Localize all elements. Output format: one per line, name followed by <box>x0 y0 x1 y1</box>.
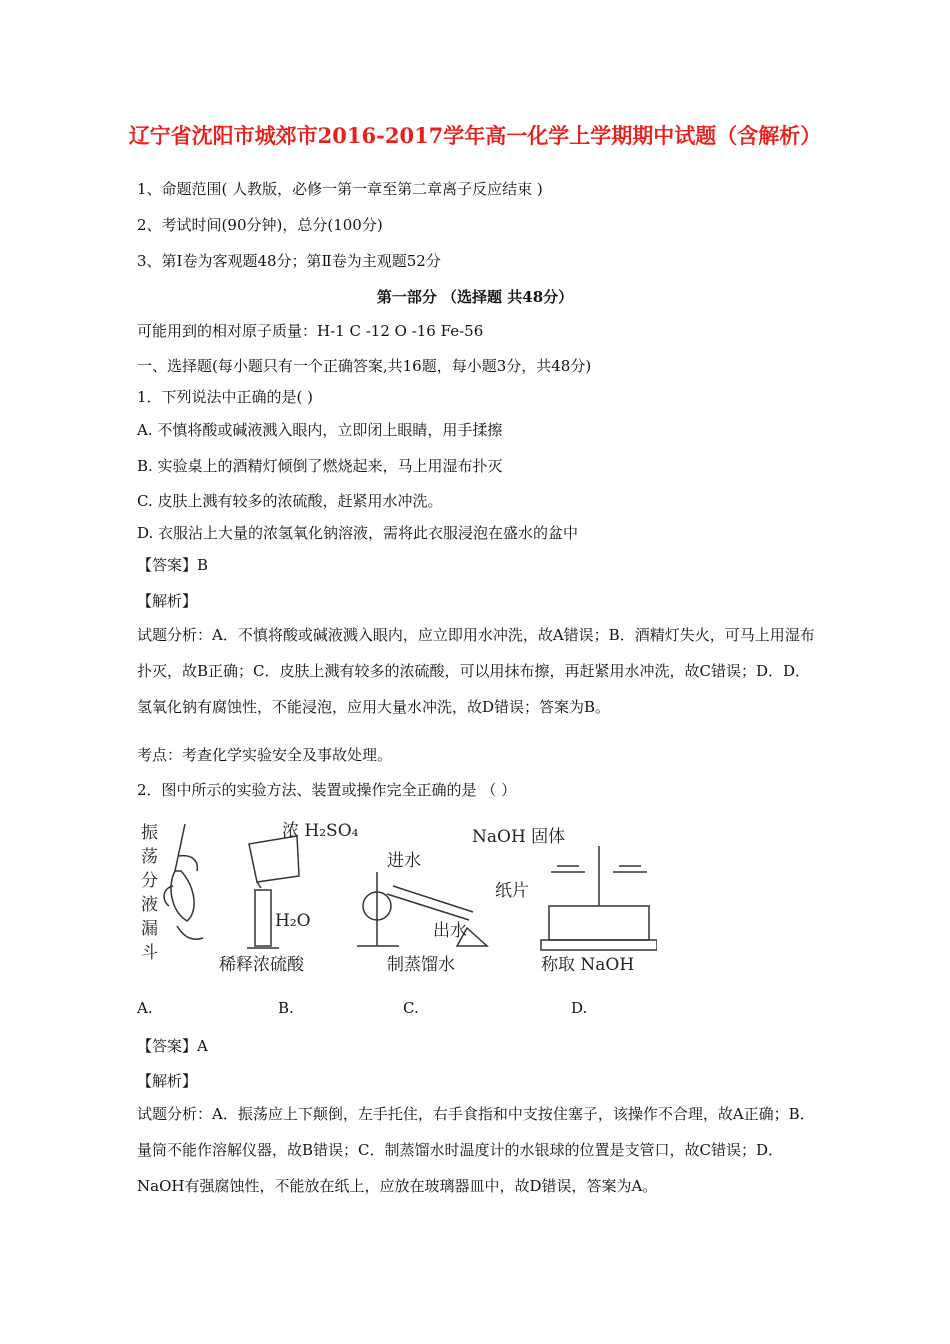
q2-analysis: 试题分析：A．振荡应上下颠倒，左手托住，右手食指和中支按住塞子，该操作不合理，故A正确；B．量筒不能作溶解仪器，故B错误；C．制蒸馏水时温度计的水银球的位置是支管口，故C错误；D．NaOH有强腐蚀性，不能放在纸上，应放在玻璃器皿中，故D错误，答案为A。 <box>137 1105 815 1195</box>
fig-d-caption: 称取 NaOH <box>541 955 635 975</box>
note-1: 1、命题范围( 人教版，必修一第一章至第二章离子反应结束 ) <box>137 180 543 198</box>
fig-c-caption: 制蒸馏水 <box>387 955 455 975</box>
q1-answer: 【答案】B <box>137 556 209 574</box>
note-2: 2、考试时间(90分钟)，总分(100分) <box>137 216 383 234</box>
fig-a-char-1: 振 <box>141 823 158 843</box>
q2-analysis-label: 【解析】 <box>137 1072 198 1090</box>
figure-d-balance <box>472 827 657 975</box>
fig-b-caption: 稀释浓硫酸 <box>219 955 304 975</box>
q1-option-b: B. 实验桌上的酒精灯倾倒了燃烧起来，马上用湿布扑灭 <box>137 457 503 475</box>
fig-d-paper: 纸片 <box>495 881 529 901</box>
fig-a-char-5: 漏 <box>141 919 158 939</box>
fig-b-water: H₂O <box>275 911 311 931</box>
q2-option-b: B. <box>278 999 294 1017</box>
q1-option-d: D. 衣服沾上大量的浓氢氧化钠溶液，需将此衣服浸泡在盛水的盆中 <box>137 524 579 542</box>
q2-stem: 2．图中所示的实验方法、装置或操作完全正确的是 （ ） <box>137 781 517 799</box>
fig-a-char-4: 液 <box>141 895 158 915</box>
q2-option-d: D. <box>571 999 588 1017</box>
fig-a-char-3: 分 <box>141 871 158 891</box>
fig-d-top: NaOH 固体 <box>472 827 566 847</box>
q1-option-a: A. 不慎将酸或碱液溅入眼内，立即闭上眼睛，用手揉擦 <box>137 421 503 439</box>
section-heading: 一、选择题(每小题只有一个正确答案,共16题，每小题3分，共48分) <box>137 357 592 375</box>
fig-b-top: 浓 H₂SO₄ <box>282 821 359 841</box>
q2-answer: 【答案】A <box>137 1037 208 1055</box>
fig-c-out: 出水 <box>433 921 467 941</box>
document-title: 辽宁省沈阳市城郊市2016-2017学年高一化学上学期期中试题（含解析） <box>128 123 822 148</box>
q1-stem: 1．下列说法中正确的是( ) <box>137 388 314 406</box>
fig-a-char-2: 荡 <box>141 847 158 867</box>
q1-analysis: 试题分析：A．不慎将酸或碱液溅入眼内，应立即用水冲洗，故A错误；B．酒精灯失火，可马上用湿布扑灭，故B正确；C．皮肤上溅有较多的浓硫酸，可以用抹布擦，再赶紧用水冲洗，故C错误；D．D．氢氧化钠有腐蚀性，不能浸泡，应用大量水冲洗，故D错误；答案为B。 <box>137 626 815 716</box>
q1-analysis-label: 【解析】 <box>137 592 198 610</box>
figure-c-distillation <box>357 851 487 975</box>
figure-a-separatory-funnel <box>141 822 203 963</box>
q2-option-c: C. <box>403 999 419 1017</box>
q2-option-a: A. <box>137 999 153 1017</box>
fig-a-char-6: 斗 <box>141 943 158 963</box>
q2-figure <box>137 816 657 976</box>
note-3: 3、第Ⅰ卷为客观题48分；第Ⅱ卷为主观题52分 <box>137 252 441 270</box>
figure-b-dilution <box>219 821 359 975</box>
q1-kaodian: 考点：考查化学实验安全及事故处理。 <box>137 746 393 764</box>
part-heading: 第一部分 （选择题 共48分） <box>376 288 574 306</box>
atomic-masses: 可能用到的相对原子质量：H-1 C -12 O -16 Fe-56 <box>137 322 484 340</box>
fig-c-in: 进水 <box>387 851 421 871</box>
q1-option-c: C. 皮肤上溅有较多的浓硫酸，赶紧用水冲洗。 <box>137 492 443 510</box>
